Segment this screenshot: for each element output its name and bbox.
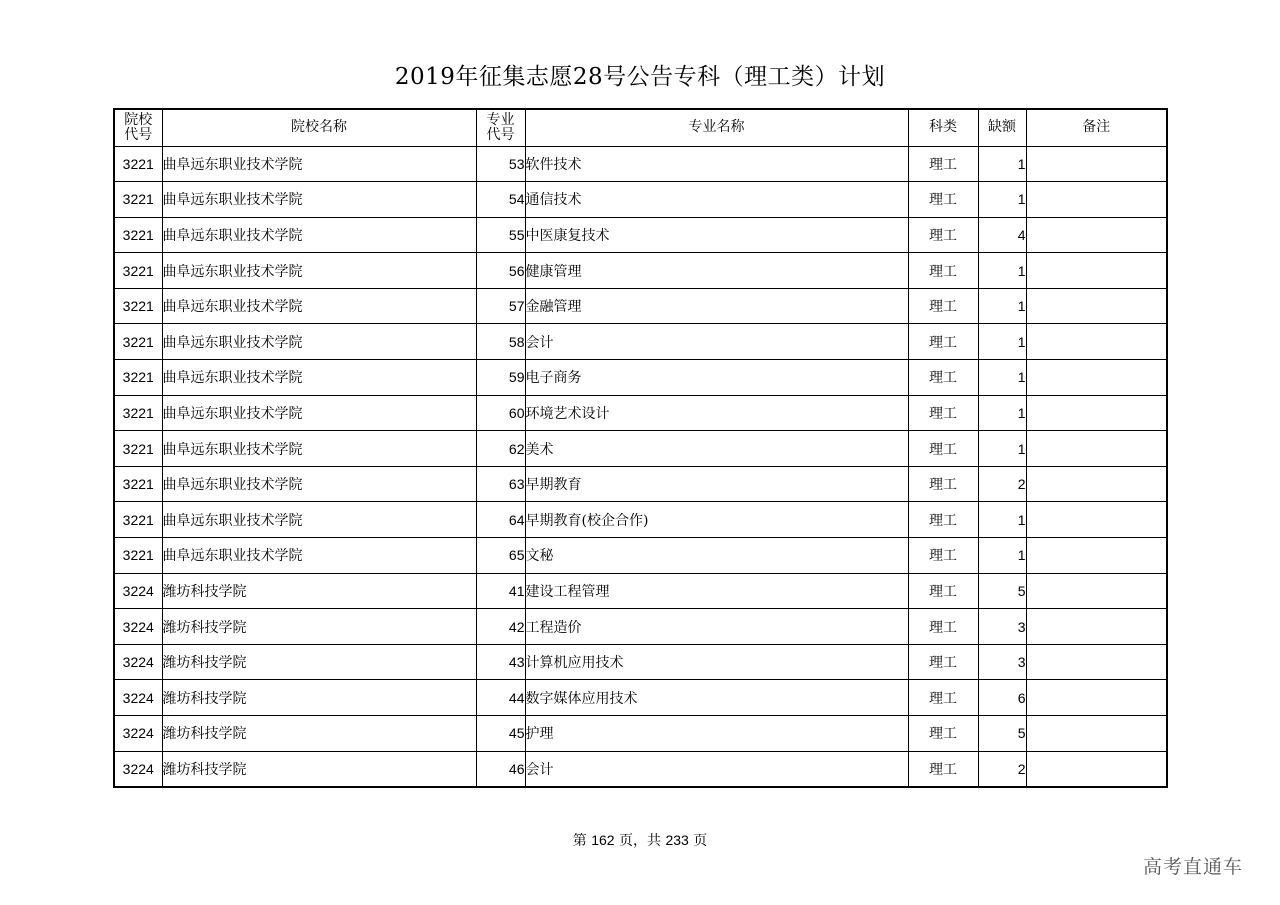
cell-major-code: 54	[476, 182, 525, 218]
watermark-text: 高考直通车	[1143, 856, 1244, 878]
cell-category: 理工	[908, 644, 978, 680]
table-row	[114, 146, 1167, 182]
cell-category: 理工	[908, 573, 978, 609]
cell-category: 理工	[908, 716, 978, 752]
cell-quota: 1	[978, 146, 1026, 182]
cell-school-code: 3224	[114, 680, 162, 716]
cell-school-code: 3221	[114, 253, 162, 289]
cell-school-name: 潍坊科技学院	[162, 644, 476, 680]
cell-remarks	[1026, 609, 1167, 645]
table-row	[114, 751, 1167, 787]
cell-quota: 1	[978, 502, 1026, 538]
table-row	[114, 466, 1167, 502]
header-major-name: 专业名称	[525, 109, 908, 146]
cell-major-code: 58	[476, 324, 525, 360]
cell-remarks	[1026, 182, 1167, 218]
cell-quota: 4	[978, 217, 1026, 253]
table-row	[114, 716, 1167, 752]
cell-quota: 1	[978, 538, 1026, 574]
table-row	[114, 573, 1167, 609]
cell-major-code: 45	[476, 716, 525, 752]
cell-major-name: 健康管理	[525, 253, 908, 289]
cell-category: 理工	[908, 182, 978, 218]
cell-quota: 3	[978, 609, 1026, 645]
cell-school-code: 3221	[114, 502, 162, 538]
cell-school-name: 曲阜远东职业技术学院	[162, 288, 476, 324]
cell-school-code: 3221	[114, 182, 162, 218]
cell-major-name: 中医康复技术	[525, 217, 908, 253]
plan-table	[113, 108, 1168, 788]
cell-remarks	[1026, 217, 1167, 253]
cell-quota: 5	[978, 573, 1026, 609]
cell-category: 理工	[908, 395, 978, 431]
cell-school-code: 3221	[114, 360, 162, 396]
cell-quota: 6	[978, 680, 1026, 716]
cell-school-name: 曲阜远东职业技术学院	[162, 182, 476, 218]
table-row	[114, 253, 1167, 289]
cell-school-name: 潍坊科技学院	[162, 751, 476, 787]
header-quota: 缺额	[978, 109, 1026, 146]
cell-school-name: 曲阜远东职业技术学院	[162, 253, 476, 289]
cell-school-code: 3224	[114, 716, 162, 752]
cell-major-code: 53	[476, 146, 525, 182]
cell-category: 理工	[908, 288, 978, 324]
cell-school-code: 3221	[114, 146, 162, 182]
table-row	[114, 680, 1167, 716]
page-footer: 第 162 页，共 233 页	[572, 832, 708, 849]
cell-quota: 1	[978, 253, 1026, 289]
cell-remarks	[1026, 716, 1167, 752]
cell-category: 理工	[908, 217, 978, 253]
cell-quota: 1	[978, 431, 1026, 467]
cell-quota: 2	[978, 466, 1026, 502]
table-row	[114, 609, 1167, 645]
cell-school-name: 曲阜远东职业技术学院	[162, 360, 476, 396]
cell-quota: 3	[978, 644, 1026, 680]
header-category: 科类	[908, 109, 978, 146]
total-page-number: 233	[665, 832, 689, 848]
cell-school-code: 3221	[114, 217, 162, 253]
cell-school-code: 3221	[114, 395, 162, 431]
table-body	[114, 146, 1167, 787]
cell-remarks	[1026, 573, 1167, 609]
cell-remarks	[1026, 466, 1167, 502]
cell-school-name: 潍坊科技学院	[162, 573, 476, 609]
cell-remarks	[1026, 680, 1167, 716]
table-row	[114, 395, 1167, 431]
cell-major-code: 59	[476, 360, 525, 396]
cell-major-code: 60	[476, 395, 525, 431]
cell-remarks	[1026, 288, 1167, 324]
cell-school-name: 潍坊科技学院	[162, 680, 476, 716]
table-header-row	[114, 109, 1167, 146]
cell-major-name: 环境艺术设计	[525, 395, 908, 431]
header-school-code: 院校 代号	[114, 109, 162, 146]
cell-major-code: 41	[476, 573, 525, 609]
cell-category: 理工	[908, 324, 978, 360]
cell-quota: 1	[978, 288, 1026, 324]
cell-remarks	[1026, 431, 1167, 467]
cell-major-name: 会计	[525, 751, 908, 787]
cell-school-code: 3224	[114, 573, 162, 609]
header-remarks: 备注	[1026, 109, 1167, 146]
cell-school-code: 3224	[114, 644, 162, 680]
cell-major-code: 42	[476, 609, 525, 645]
cell-major-code: 57	[476, 288, 525, 324]
cell-school-name: 曲阜远东职业技术学院	[162, 146, 476, 182]
cell-remarks	[1026, 360, 1167, 396]
current-page-number: 162	[591, 832, 615, 848]
cell-major-code: 56	[476, 253, 525, 289]
cell-category: 理工	[908, 609, 978, 645]
cell-major-code: 46	[476, 751, 525, 787]
cell-school-code: 3221	[114, 466, 162, 502]
cell-major-name: 工程造价	[525, 609, 908, 645]
cell-major-code: 44	[476, 680, 525, 716]
cell-quota: 1	[978, 324, 1026, 360]
cell-school-name: 曲阜远东职业技术学院	[162, 217, 476, 253]
cell-major-code: 65	[476, 538, 525, 574]
cell-category: 理工	[908, 360, 978, 396]
cell-major-code: 62	[476, 431, 525, 467]
header-major-code: 专业 代号	[476, 109, 525, 146]
header-school-name: 院校名称	[162, 109, 476, 146]
cell-school-code: 3224	[114, 751, 162, 787]
cell-major-name: 电子商务	[525, 360, 908, 396]
cell-remarks	[1026, 146, 1167, 182]
cell-category: 理工	[908, 431, 978, 467]
cell-major-name: 金融管理	[525, 288, 908, 324]
cell-major-code: 55	[476, 217, 525, 253]
cell-category: 理工	[908, 502, 978, 538]
cell-major-name: 会计	[525, 324, 908, 360]
cell-quota: 1	[978, 182, 1026, 218]
table-row	[114, 324, 1167, 360]
cell-school-code: 3221	[114, 431, 162, 467]
table-row	[114, 538, 1167, 574]
cell-major-name: 软件技术	[525, 146, 908, 182]
cell-school-code: 3221	[114, 324, 162, 360]
table-row	[114, 217, 1167, 253]
cell-remarks	[1026, 395, 1167, 431]
table-row	[114, 182, 1167, 218]
cell-quota: 2	[978, 751, 1026, 787]
cell-major-code: 63	[476, 466, 525, 502]
table-row	[114, 360, 1167, 396]
cell-major-name: 通信技术	[525, 182, 908, 218]
cell-major-name: 美术	[525, 431, 908, 467]
cell-category: 理工	[908, 751, 978, 787]
cell-school-name: 曲阜远东职业技术学院	[162, 466, 476, 502]
cell-school-code: 3221	[114, 288, 162, 324]
cell-school-name: 曲阜远东职业技术学院	[162, 395, 476, 431]
cell-category: 理工	[908, 680, 978, 716]
cell-major-name: 建设工程管理	[525, 573, 908, 609]
cell-major-name: 早期教育	[525, 466, 908, 502]
table-row	[114, 431, 1167, 467]
cell-quota: 1	[978, 360, 1026, 396]
table-row	[114, 288, 1167, 324]
cell-category: 理工	[908, 538, 978, 574]
document-title: 2019年征集志愿28号公告专科（理工类）计划	[394, 64, 886, 90]
cell-remarks	[1026, 502, 1167, 538]
cell-category: 理工	[908, 146, 978, 182]
cell-school-name: 曲阜远东职业技术学院	[162, 538, 476, 574]
cell-school-name: 潍坊科技学院	[162, 716, 476, 752]
cell-remarks	[1026, 644, 1167, 680]
cell-school-name: 曲阜远东职业技术学院	[162, 502, 476, 538]
cell-school-name: 曲阜远东职业技术学院	[162, 324, 476, 360]
table-row	[114, 644, 1167, 680]
cell-major-name: 早期教育(校企合作)	[525, 502, 908, 538]
cell-major-name: 文秘	[525, 538, 908, 574]
cell-school-code: 3224	[114, 609, 162, 645]
cell-school-name: 潍坊科技学院	[162, 609, 476, 645]
table-row	[114, 502, 1167, 538]
cell-category: 理工	[908, 253, 978, 289]
cell-quota: 1	[978, 395, 1026, 431]
cell-remarks	[1026, 538, 1167, 574]
cell-remarks	[1026, 253, 1167, 289]
cell-major-code: 43	[476, 644, 525, 680]
cell-remarks	[1026, 324, 1167, 360]
cell-school-code: 3221	[114, 538, 162, 574]
cell-major-name: 数字媒体应用技术	[525, 680, 908, 716]
cell-remarks	[1026, 751, 1167, 787]
cell-category: 理工	[908, 466, 978, 502]
cell-major-name: 护理	[525, 716, 908, 752]
cell-quota: 5	[978, 716, 1026, 752]
cell-major-name: 计算机应用技术	[525, 644, 908, 680]
cell-major-code: 64	[476, 502, 525, 538]
cell-school-name: 曲阜远东职业技术学院	[162, 431, 476, 467]
